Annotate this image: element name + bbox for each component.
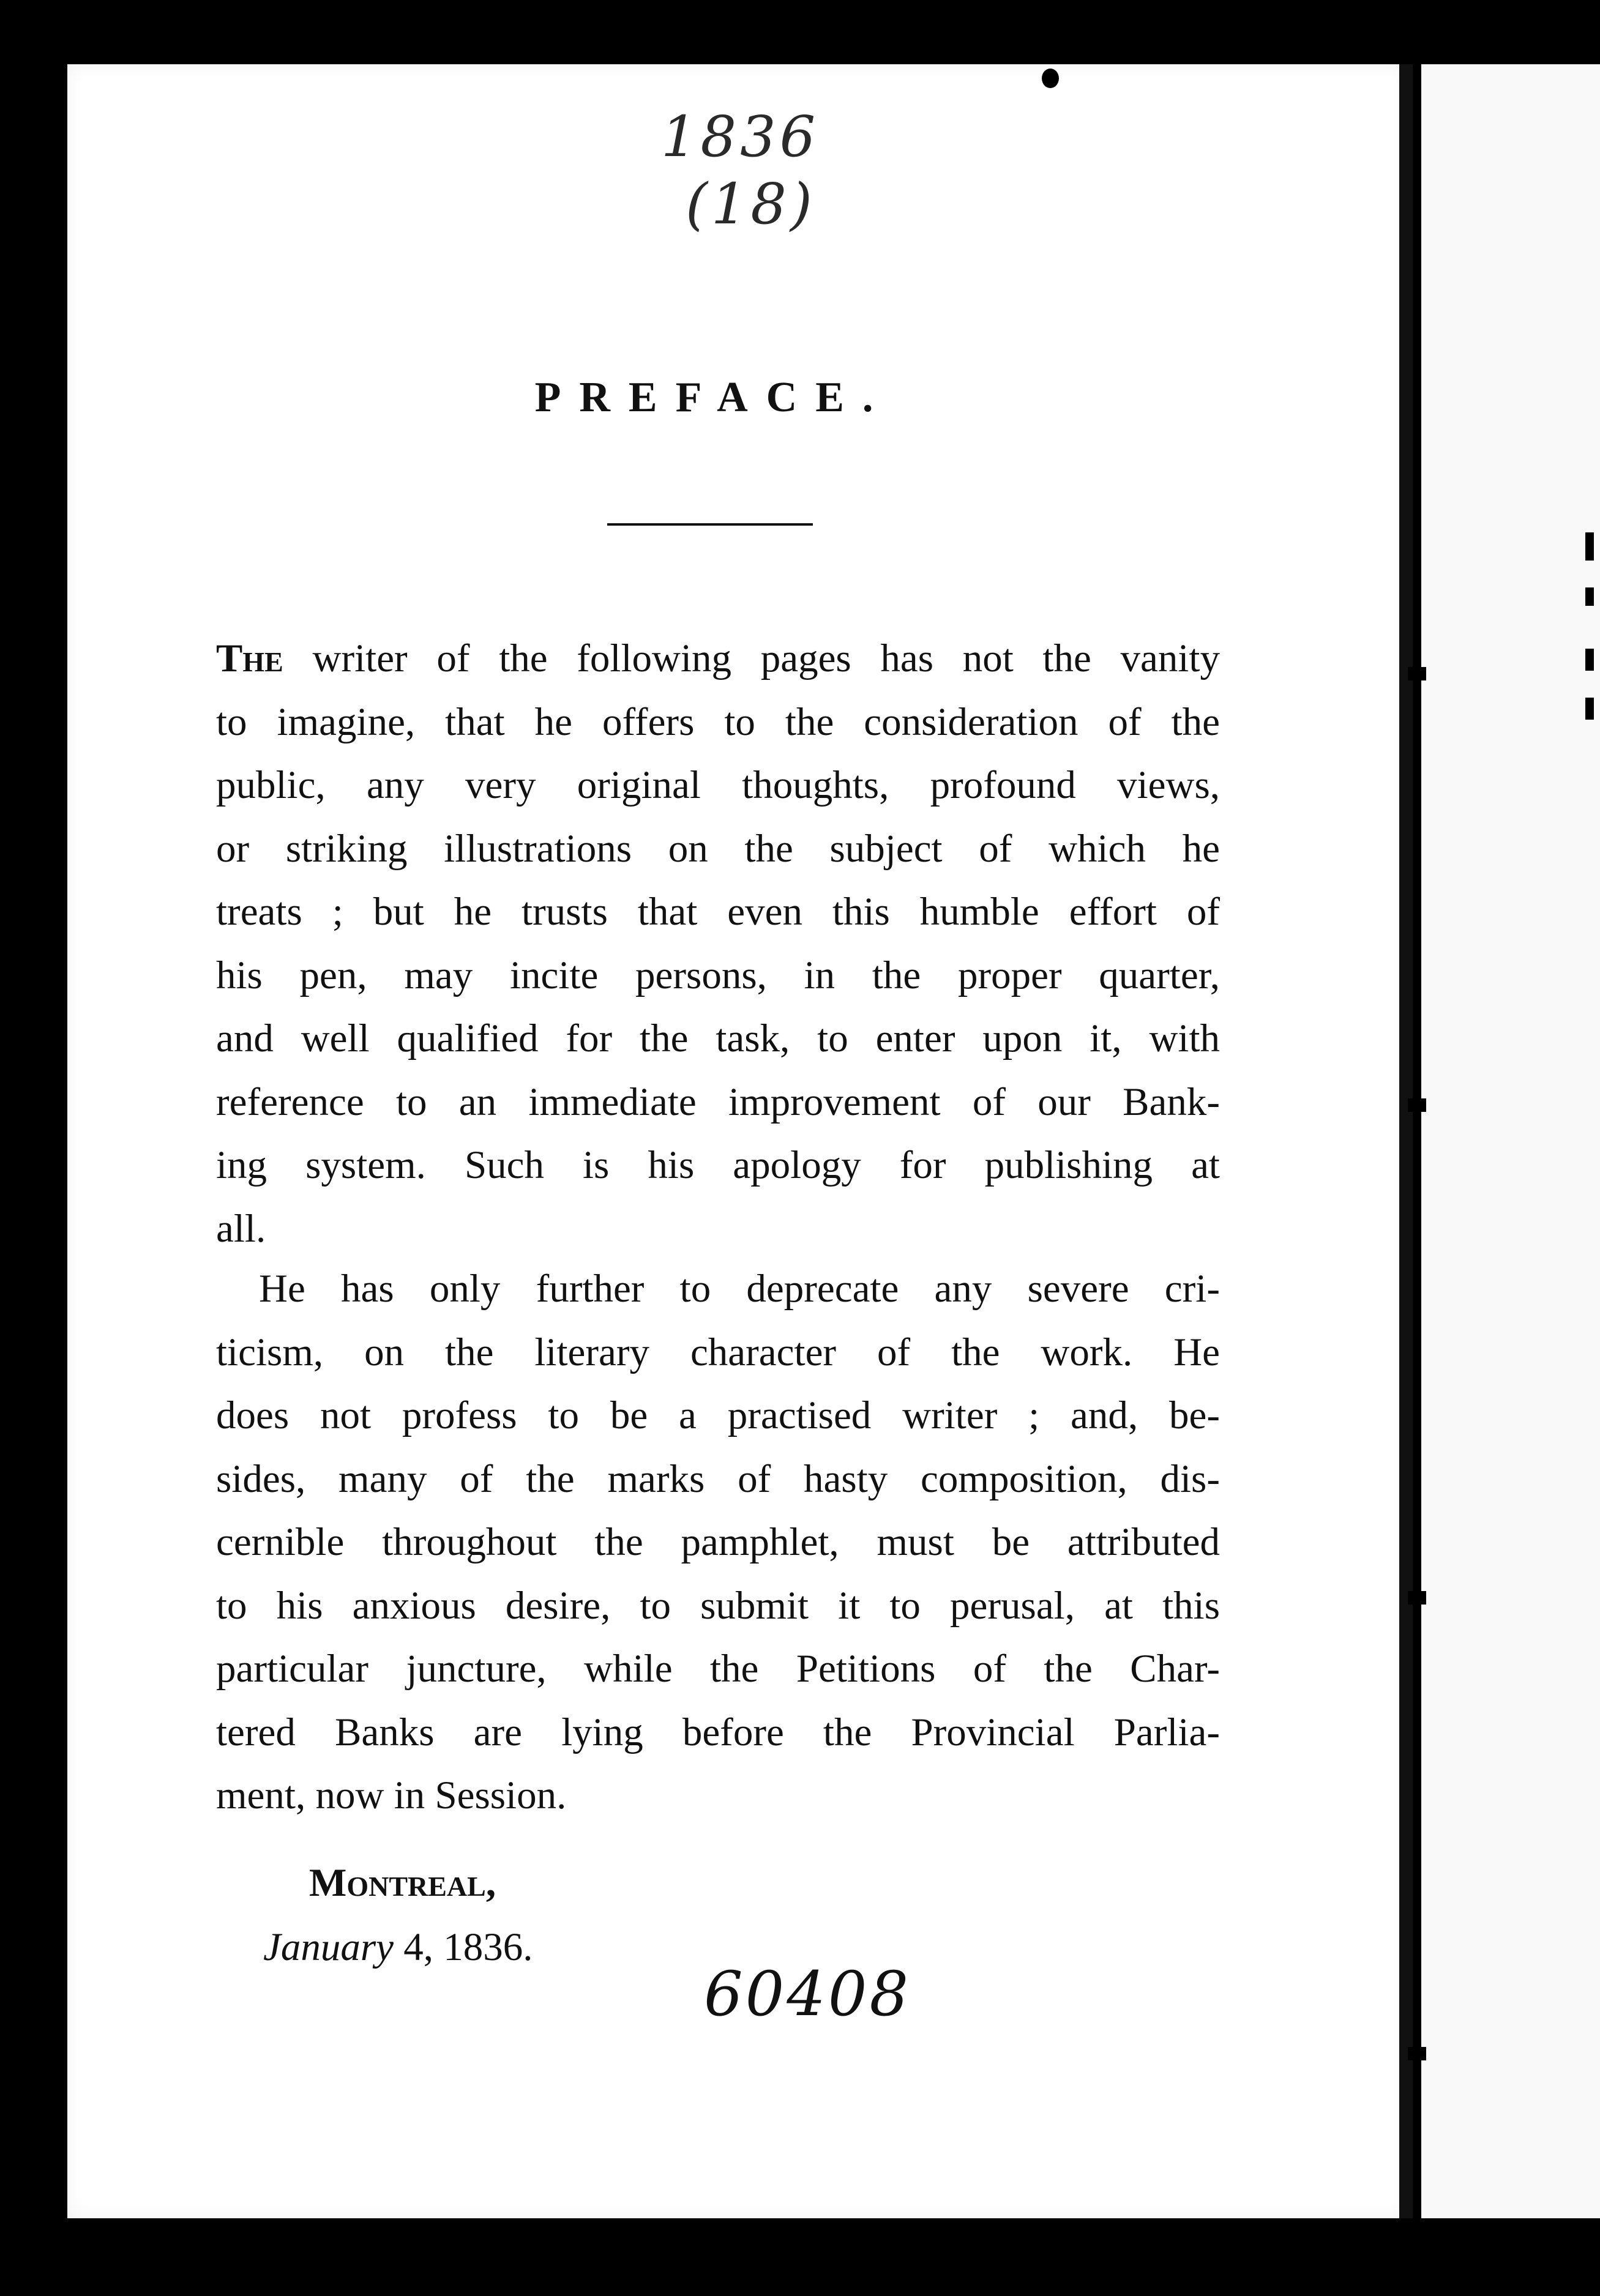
text-line: to his anxious desire, to submit it to perusal, at this bbox=[216, 1583, 1220, 1628]
ink-speck bbox=[1042, 69, 1059, 88]
text-line: treats ; but he trusts that even this humble effort of bbox=[216, 890, 1220, 934]
text-line: reference to an immediate improvement of our Bank- bbox=[216, 1079, 1220, 1124]
lead-word: The bbox=[216, 636, 283, 680]
facing-page bbox=[1421, 64, 1600, 2218]
facing-page-glyph bbox=[1585, 587, 1594, 606]
signature-place: Montreal, bbox=[309, 1861, 496, 1905]
date-month: January bbox=[263, 1925, 394, 1969]
text-line: public, any very original thoughts, profound views, bbox=[216, 763, 1220, 807]
text-line: particular juncture, while the Petitions of the Char- bbox=[216, 1647, 1220, 1691]
page-title: PREFACE. bbox=[534, 374, 892, 421]
handwritten-accession-number: 60408 bbox=[704, 1958, 911, 2030]
text-line: ing system. Such is his apology for publishing at bbox=[216, 1143, 1220, 1187]
text-line: He has only further to deprecate any severe cri- bbox=[259, 1267, 1220, 1311]
gutter-mark bbox=[1408, 2047, 1426, 2060]
text-line: ticism, on the literary character of the work. He bbox=[216, 1330, 1220, 1374]
text-line: ment, now in Session. bbox=[216, 1773, 567, 1817]
text-line: all. bbox=[216, 1206, 266, 1251]
text-line: does not profess to be a practised writer ; and, be- bbox=[216, 1393, 1220, 1437]
text-line: cernible throughout the pamphlet, must be attributed bbox=[216, 1520, 1220, 1564]
handwritten-year: 1836 bbox=[661, 104, 820, 170]
text-line: and well qualified for the task, to enter upon it, with bbox=[216, 1016, 1220, 1060]
facing-page-glyph bbox=[1585, 649, 1594, 671]
gutter-mark bbox=[1408, 667, 1426, 680]
text-line: to imagine, that he offers to the consideration of the bbox=[216, 699, 1220, 744]
title-rule bbox=[607, 523, 813, 526]
gutter-mark bbox=[1408, 1098, 1426, 1112]
date-rest: 4, 1836. bbox=[394, 1925, 533, 1969]
text-line: his pen, may incite persons, in the proper quarter, bbox=[216, 953, 1220, 997]
facing-page-glyph bbox=[1585, 698, 1594, 720]
text-line: or striking illustrations on the subject of which he bbox=[216, 826, 1220, 871]
text-line: sides, many of the marks of hasty composition, dis- bbox=[216, 1456, 1220, 1501]
paragraph-2 bbox=[216, 1258, 1220, 1828]
text-line: tered Banks are lying before the Provincial Parlia- bbox=[216, 1710, 1220, 1754]
gutter-mark bbox=[1408, 1591, 1426, 1605]
handwritten-reference: (18) bbox=[686, 171, 816, 237]
text-line: The writer of the following pages has not the vanity bbox=[216, 636, 1220, 680]
facing-page-glyph bbox=[1585, 532, 1594, 561]
paragraph-1 bbox=[216, 627, 1220, 1261]
signature-date bbox=[263, 1925, 533, 1970]
